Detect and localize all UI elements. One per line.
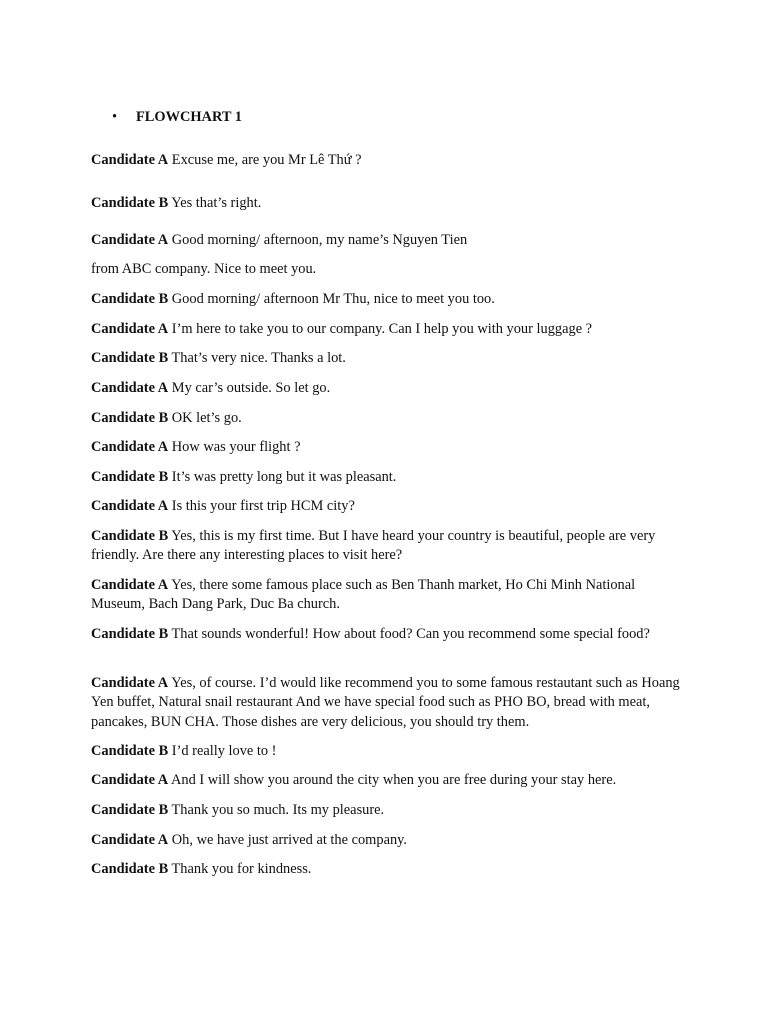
speaker-label: Candidate B	[91, 410, 169, 426]
dialogue-text: I’d really love to !	[171, 743, 277, 759]
dialogue-text: Yes, of course. I’d would like recommend you to some famous restautant such as Hoang Yen buffet, Natural snail restaurant And we have special food such as PHO BO, bread with meat, pancakes, BUN CHA. Those dishes are very delicious, you should try them.	[91, 675, 680, 730]
dialogue-text: It’s was pretty long but it was pleasant.	[171, 469, 397, 485]
speaker-label: Candidate B	[91, 291, 169, 307]
dialogue-text: That sounds wonderful! How about food? Can you recommend some special food?	[171, 626, 650, 642]
dialogue-text: And I will show you around the city when you are free during your stay here.	[170, 772, 617, 788]
dialogue-line	[91, 527, 681, 566]
dialogue-line	[91, 831, 681, 850]
dialogue-line	[91, 771, 681, 790]
dialogue-line	[91, 674, 681, 732]
dialogue-text: Thank you for kindness.	[171, 861, 312, 877]
speaker-label: Candidate B	[91, 195, 169, 211]
bullet-icon: •	[112, 109, 118, 125]
dialogue-text: Oh, we have just arrived at the company.	[171, 832, 408, 848]
speaker-label: Candidate A	[91, 321, 169, 337]
dialogue-line	[91, 349, 681, 368]
dialogue-text: Excuse me, are you Mr Lê Thứ ?	[171, 152, 362, 168]
speaker-label: Candidate B	[91, 350, 169, 366]
dialogue-line	[91, 409, 681, 428]
dialogue-text: How was your flight ?	[171, 439, 301, 455]
speaker-label: Candidate A	[91, 675, 169, 691]
dialogue-text: Yes, this is my first time. But I have heard your country is beautiful, people are very friendly. Are there any interesting places to visit here?	[91, 528, 656, 564]
speaker-label: Candidate A	[91, 772, 169, 788]
dialogue-text: from ABC company. Nice to meet you.	[91, 261, 317, 277]
dialogue-text: Yes that’s right.	[171, 195, 262, 211]
dialogue-line	[91, 194, 681, 213]
speaker-label: Candidate B	[91, 528, 169, 544]
dialogue-text: Good morning/ afternoon Mr Thu, nice to meet you too.	[171, 291, 495, 307]
dialogue-line	[91, 438, 681, 457]
document-heading	[112, 109, 242, 126]
dialogue-line	[91, 801, 681, 820]
dialogue-text: My car’s outside. So let go.	[171, 380, 331, 396]
dialogue-line	[91, 379, 681, 398]
speaker-label: Candidate A	[91, 832, 169, 848]
speaker-label: Candidate A	[91, 498, 169, 514]
dialogue-text: OK let’s go.	[171, 410, 242, 426]
dialogue-line	[91, 151, 681, 170]
dialogue-line	[91, 468, 681, 487]
dialogue-line	[91, 231, 681, 250]
heading-text: FLOWCHART 1	[136, 109, 242, 125]
speaker-label: Candidate B	[91, 469, 169, 485]
speaker-label: Candidate B	[91, 802, 169, 818]
speaker-label: Candidate A	[91, 152, 169, 168]
dialogue-line	[91, 742, 681, 761]
dialogue-line	[91, 320, 681, 339]
dialogue-line	[91, 260, 681, 279]
speaker-label: Candidate A	[91, 439, 169, 455]
dialogue-line	[91, 576, 681, 615]
speaker-label: Candidate B	[91, 861, 169, 877]
dialogue-text: Yes, there some famous place such as Ben Thanh market, Ho Chi Minh National Museum, Bach Dang Park, Duc Ba church.	[91, 577, 636, 613]
speaker-label: Candidate B	[91, 743, 169, 759]
speaker-label: Candidate A	[91, 232, 169, 248]
dialogue-text: That’s very nice. Thanks a lot.	[171, 350, 346, 366]
speaker-label: Candidate A	[91, 380, 169, 396]
dialogue-text: I’m here to take you to our company. Can I help you with your luggage ?	[171, 321, 593, 337]
dialogue-text: Good morning/ afternoon, my name’s Nguyen Tien	[171, 232, 468, 248]
dialogue-line	[91, 497, 681, 516]
dialogue-text: Thank you so much. Its my pleasure.	[171, 802, 385, 818]
speaker-label: Candidate B	[91, 626, 169, 642]
dialogue-line	[91, 625, 681, 644]
dialogue-text: Is this your first trip HCM city?	[171, 498, 355, 514]
speaker-label: Candidate A	[91, 577, 169, 593]
dialogue-line	[91, 860, 681, 879]
dialogue-line	[91, 290, 681, 309]
